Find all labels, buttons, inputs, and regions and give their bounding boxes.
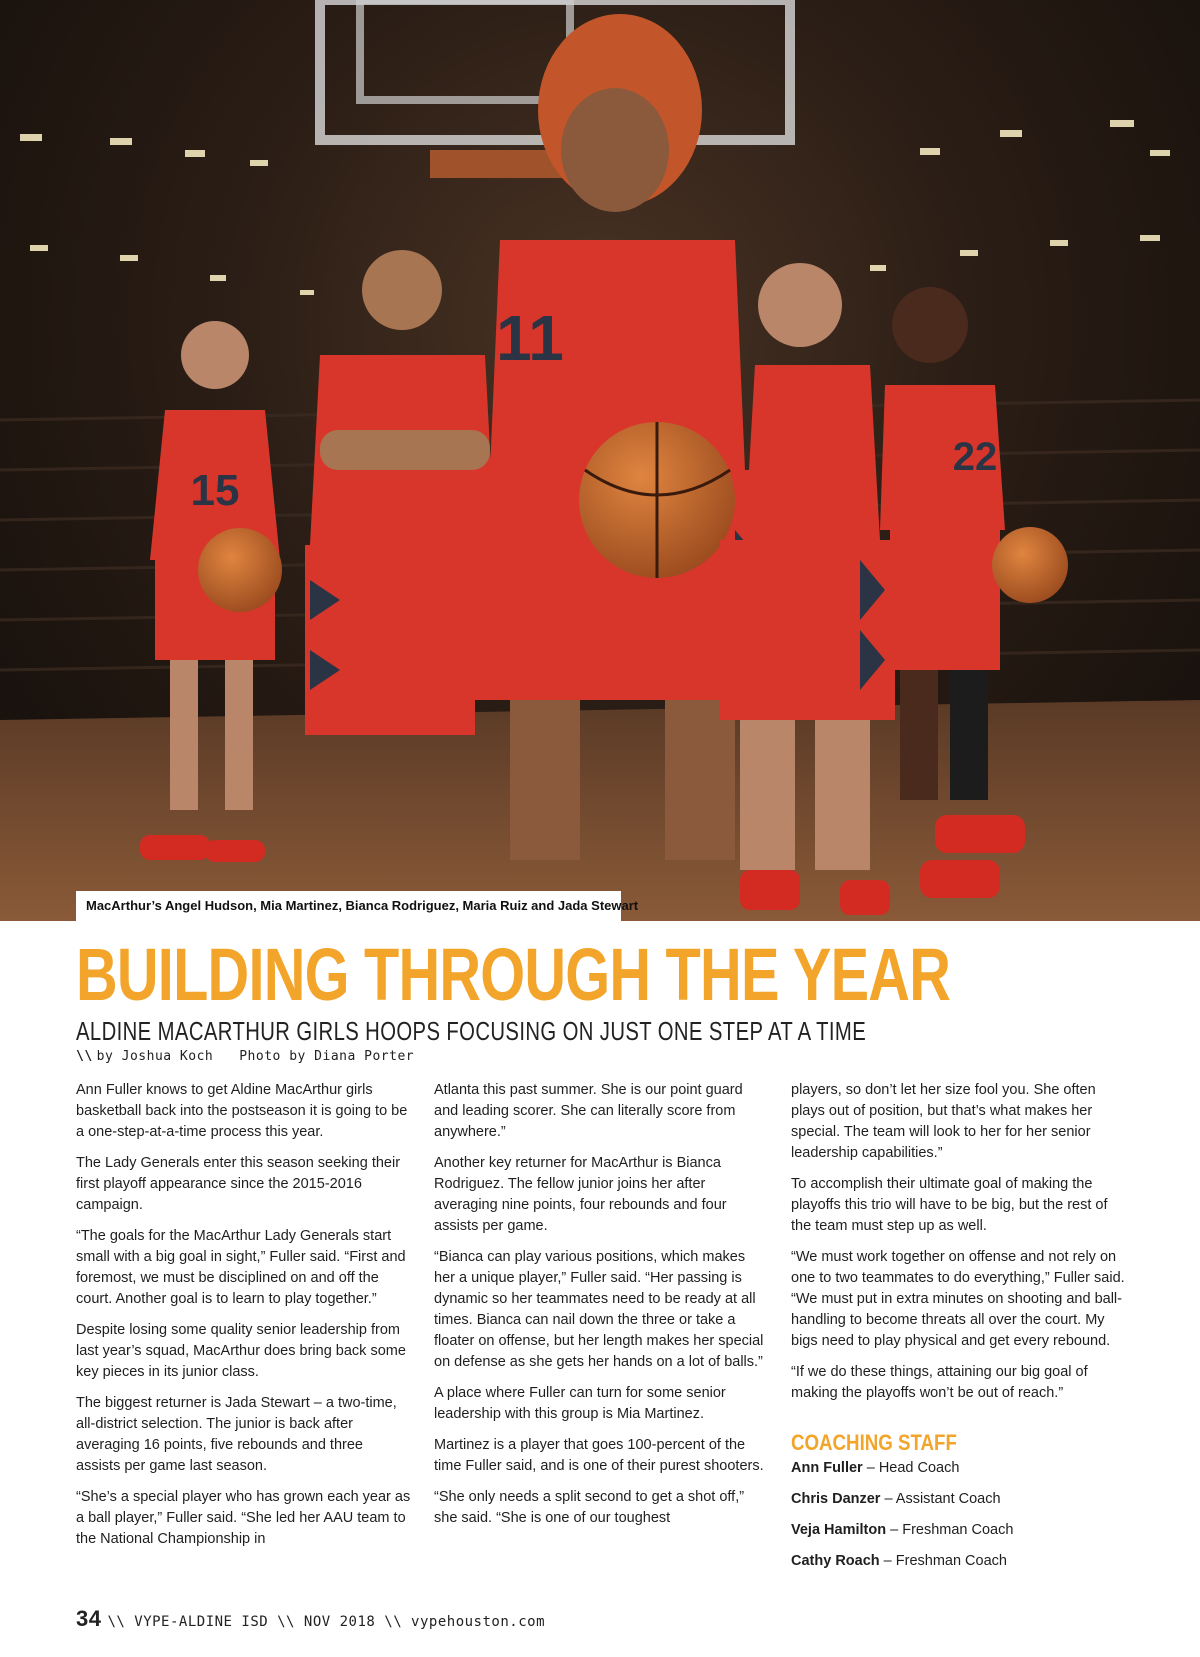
- paragraph: “She’s a special player who has grown each year as a ball player,” Fuller said. “She led her AAU team to the National Championship in: [76, 1489, 411, 1547]
- article-headline: BUILDING THROUGH THE YEAR: [76, 933, 951, 1016]
- article-column-2: [434, 1080, 769, 1539]
- staff-role: – Freshman Coach: [886, 1522, 1014, 1538]
- paragraph: Ann Fuller knows to get Aldine MacArthur girls basketball back into the postseason it is going to be a one-step-at-a-time process this year.: [76, 1082, 408, 1140]
- coaching-staff-title: COACHING STAFF: [791, 1430, 957, 1455]
- article-column-1: [76, 1080, 411, 1560]
- photo-credit: Photo by Diana Porter: [239, 1049, 415, 1064]
- staff-member: [791, 1458, 1126, 1479]
- staff-member: [791, 1520, 1126, 1541]
- staff-name: Chris Danzer: [791, 1491, 881, 1507]
- footer-text: \\ VYPE-ALDINE ISD \\ NOV 2018 \\ vypehouston.com: [107, 1614, 545, 1630]
- page-footer: [76, 1608, 545, 1633]
- staff-role: – Freshman Coach: [879, 1553, 1007, 1569]
- article-column-3: [791, 1080, 1126, 1582]
- paragraph: “We must work together on offense and not rely on one to two teammates to do everything,” Fuller said. “We must put in extra minutes on shooting and ball-handling to become threats all over the court. My bigs need to play physical and get every rebound.: [791, 1249, 1125, 1349]
- staff-name: Veja Hamilton: [791, 1522, 887, 1538]
- paragraph: Atlanta this past summer. She is our point guard and leading scorer. She can literally score from anywhere.”: [434, 1082, 743, 1140]
- jersey-number: 22: [952, 435, 998, 479]
- staff-name: Cathy Roach: [791, 1553, 880, 1569]
- paragraph: players, so don’t let her size fool you. She often plays out of position, but that’s what makes her special. The team will look to her for her senior leadership capabilities.”: [791, 1082, 1096, 1161]
- paragraph: Martinez is a player that goes 100-percent of the time Fuller said, and is one of their purest shooters.: [434, 1437, 764, 1474]
- paragraph: Despite losing some quality senior leadership from last year’s squad, MacArthur does bring back some key pieces in its junior class.: [76, 1322, 406, 1380]
- paragraph: A place where Fuller can turn for some senior leadership with this group is Mia Martinez.: [434, 1385, 726, 1422]
- paragraph: “The goals for the MacArthur Lady Generals start small with a big goal in sight,” Fuller said. “First and foremost, we must be disciplined on and off the court. Another goal is to learn to play together.”: [76, 1228, 406, 1307]
- staff-role: – Head Coach: [862, 1460, 960, 1476]
- staff-member: [791, 1551, 1126, 1572]
- staff-member: [791, 1489, 1126, 1510]
- byline-slashes: \\: [76, 1049, 93, 1064]
- staff-role: – Assistant Coach: [880, 1491, 1001, 1507]
- paragraph: The Lady Generals enter this season seeking their first playoff appearance since the 2015-2016 campaign.: [76, 1155, 401, 1213]
- paragraph: To accomplish their ultimate goal of making the playoffs this trio will have to be big, but the rest of the team must step up as well.: [791, 1176, 1108, 1234]
- paragraph: “Bianca can play various positions, which makes her a unique player,” Fuller said. “Her passing is dynamic so her teammates need to be ready at all times. Bianca can nail down the three or take a floater on offense, but her length makes her special on defense as she gets her hands on a lot of balls.”: [434, 1249, 764, 1370]
- page-number: 34: [76, 1606, 102, 1631]
- player-mia-martinez: [305, 250, 495, 735]
- photo-caption: MacArthur’s Angel Hudson, Mia Martinez, Bianca Rodriguez, Maria Ruiz and Jada Stewart: [76, 891, 621, 921]
- paragraph: “If we do these things, attaining our big goal of making the playoffs won’t be out of reach.”: [791, 1364, 1088, 1401]
- paragraph: “She only needs a split second to get a shot off,” she said. “She is one of our toughest: [434, 1489, 745, 1526]
- staff-name: Ann Fuller: [791, 1460, 863, 1476]
- jersey-number: 11: [496, 302, 564, 374]
- jersey-number: 15: [190, 466, 240, 515]
- article-subhead: ALDINE MACARTHUR GIRLS HOOPS FOCUSING ON JUST ONE STEP AT A TIME: [76, 1016, 867, 1046]
- paragraph: The biggest returner is Jada Stewart – a two-time, all-district selection. The junior is back after averaging 16 points, five rebounds and three assists per game last season.: [76, 1395, 397, 1474]
- byline: [76, 1048, 414, 1066]
- author-credit: by Joshua Koch: [96, 1049, 214, 1064]
- paragraph: Another key returner for MacArthur is Bianca Rodriguez. The fellow junior joins her after averaging nine points, four rebounds and four assists per game.: [434, 1155, 727, 1234]
